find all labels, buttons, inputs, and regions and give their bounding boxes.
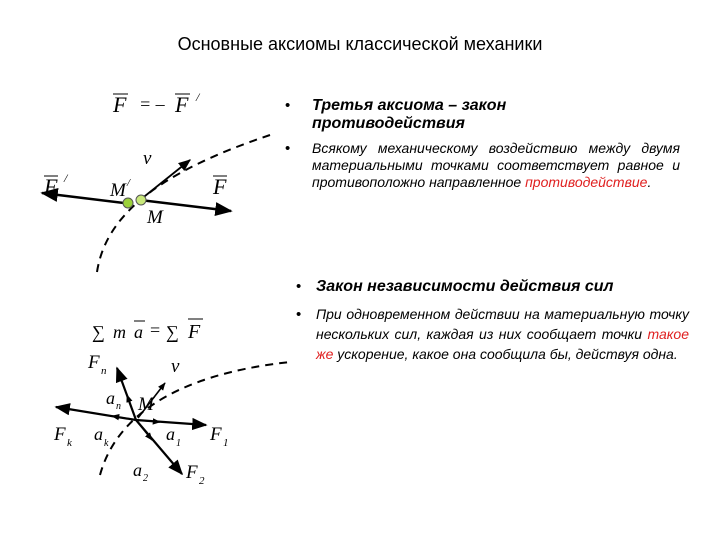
section1-body-end: .	[647, 174, 652, 190]
accel-a2-arrow	[136, 420, 152, 440]
section1-body-highlight: противодействие	[525, 174, 648, 190]
formula-lhs: F	[113, 92, 127, 117]
formula-rhs: F	[175, 92, 189, 117]
label-fk: F	[54, 424, 66, 445]
label-fn-sub: n	[101, 365, 107, 377]
label-f2: F	[186, 462, 198, 483]
formula-sum-1: ∑	[92, 322, 105, 342]
section2-heading: Закон независимости действия сил	[316, 278, 614, 295]
independence-formula	[92, 319, 203, 343]
formula-eq: = –	[139, 94, 165, 114]
section1-heading: Третья аксиома – закон противодействия	[312, 97, 507, 132]
label-fk-sub: k	[67, 437, 72, 449]
formula-eq: =	[150, 320, 161, 340]
label-f-prime: F	[44, 174, 58, 199]
accel-an-arrow	[127, 395, 136, 420]
formula-prime: /	[196, 90, 200, 104]
accel-a1-arrow	[136, 420, 160, 422]
formula-sum-2: ∑	[166, 322, 179, 342]
label-m-prime: M	[110, 180, 126, 201]
formula-m: m	[113, 322, 126, 342]
label-v: v	[143, 148, 152, 169]
section2-body-highlight: такое же	[316, 326, 689, 362]
label-m-prime-mark: /	[127, 177, 131, 189]
label-a2: a	[133, 460, 142, 480]
section2-body-end: ускорение, какое она сообщила бы, действуя одна.	[333, 346, 678, 362]
label-ak: a	[94, 424, 103, 444]
label-v: v	[171, 356, 180, 377]
label-a1-sub: 1	[176, 438, 181, 449]
section2-body-text: При одновременном действии на материальную точку нескольких сил, каждая из них сообщает точки	[316, 306, 689, 342]
label-m: M	[147, 207, 163, 228]
label-f1-sub: 1	[223, 437, 229, 449]
label-a1: a	[166, 424, 175, 444]
label-ak-sub: k	[104, 438, 109, 449]
bullet-2: •	[285, 140, 291, 157]
label-an: a	[106, 388, 115, 408]
formula-a: a	[134, 322, 143, 342]
formula-f: F	[188, 321, 201, 343]
label-a2-sub: 2	[143, 473, 148, 484]
label-an-sub: n	[116, 401, 121, 412]
accel-ak-arrow	[112, 416, 136, 420]
label-m: M	[138, 394, 154, 415]
page-title: Основные аксиомы классической механики	[177, 34, 543, 54]
label-f1: F	[210, 424, 222, 445]
label-f: F	[213, 174, 227, 199]
section1-body-text: Всякому механическому воздействию между двумя материальными точками соответствует равное и противоположно направленное	[312, 140, 680, 190]
label-fn: F	[88, 352, 100, 373]
bullet-1: •	[285, 97, 291, 114]
bullet-3: •	[296, 278, 302, 295]
label-f-prime-mark: /	[64, 171, 68, 185]
label-f2-sub: 2	[199, 475, 205, 487]
bullet-4: •	[296, 306, 302, 323]
